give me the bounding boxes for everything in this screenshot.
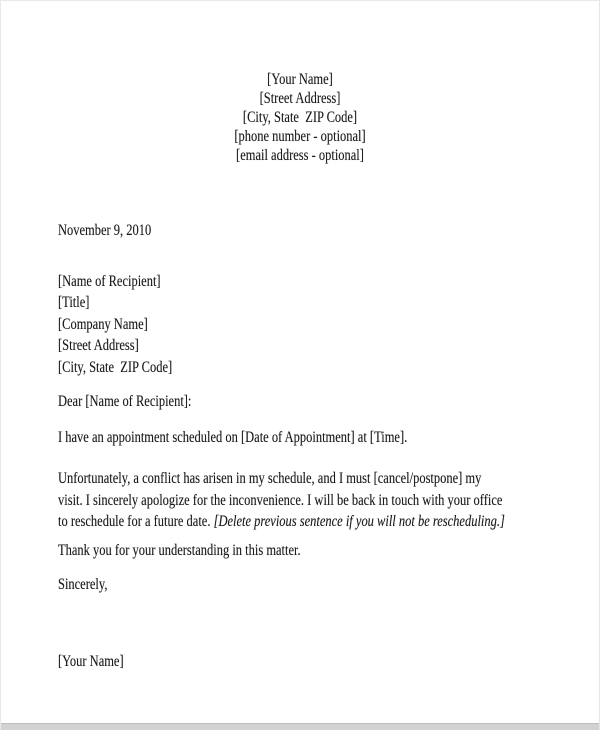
closing-line: Sincerely,: [58, 576, 108, 593]
conflict-line-normal: to reschedule for a future date.: [58, 513, 214, 530]
recipient-line: [Name of Recipient]: [58, 272, 161, 290]
sender-line: [City, State ZIP Code]: [242, 109, 358, 126]
salutation-line: Dear [Name of Recipient]:: [58, 393, 192, 410]
signature-block: [58, 651, 436, 673]
date-block: [58, 220, 436, 242]
sender-line: [Your Name]: [267, 71, 333, 88]
signature-name: [Your Name]: [58, 652, 124, 670]
body-paragraph-conflict: [58, 468, 505, 533]
page-bottom-edge: [1, 723, 599, 730]
conflict-line: visit. I sincerely apologize for the inconvenience. I will be back in touch with your office: [58, 491, 503, 509]
conflict-line: [58, 511, 505, 533]
italic-delete-note: [Delete previous sentence if you will not be rescheduling.]: [213, 513, 505, 530]
recipient-line: [Company Name]: [58, 315, 148, 333]
body-paragraph-thanks: [58, 540, 436, 562]
recipient-line: [City, State ZIP Code]: [58, 358, 173, 376]
sender-line: [email address - optional]: [236, 147, 364, 164]
recipient-line: [Title]: [58, 294, 90, 311]
thanks-sentence: Thank you for your understanding in this matter.: [58, 541, 301, 559]
sender-line: [Street Address]: [259, 90, 341, 107]
body-paragraph-appointment: [58, 427, 436, 449]
appointment-sentence: I have an appointment scheduled on [Date of Appointment] at [Time].: [58, 428, 408, 446]
sender-address-block: [111, 70, 489, 165]
conflict-line: Unfortunately, a conflict has arisen in my schedule, and I must [cancel/postpone] my: [58, 470, 482, 487]
letter-content: [58, 70, 542, 672]
sender-line: [phone number - optional]: [234, 128, 366, 145]
recipient-line: [Street Address]: [58, 337, 139, 354]
letter-date: November 9, 2010: [58, 222, 152, 239]
recipient-address-block: [58, 271, 436, 379]
salutation-block: [58, 391, 436, 413]
closing-block: [58, 574, 436, 596]
